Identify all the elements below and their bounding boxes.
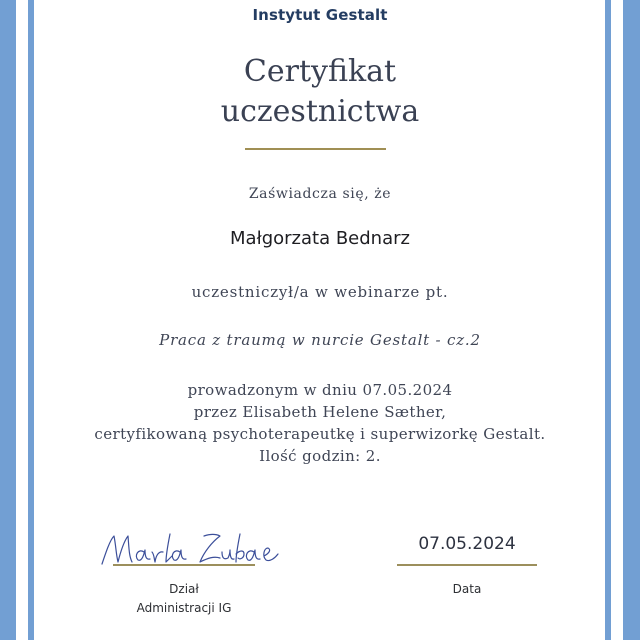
issue-date-value: 07.05.2024 (418, 534, 516, 554)
intro-text: Zaświadcza się, że (248, 186, 392, 202)
date-label: Data (452, 582, 482, 596)
signature-label-line-2: Administracji IG (136, 601, 232, 615)
handwritten-signature-icon (100, 522, 280, 570)
certificate-title (0, 52, 640, 132)
signature-label-line-1: Dział (169, 582, 199, 596)
details-hours-line: Ilość godzin: 2. (259, 447, 381, 465)
details-credentials-line: certyfikowaną psychoterapeutkę i superwizorkę Gestalt. (94, 425, 546, 443)
webinar-title: Praca z traumą w nurcie Gestalt - cz.2 (159, 331, 481, 349)
date-underline (397, 564, 537, 566)
details-presenter-line: przez Elisabeth Helene Sæther, (193, 403, 447, 421)
recipient-name: Małgorzata Bednarz (230, 228, 410, 249)
signature-label (84, 580, 284, 618)
title-line-2: uczestnictwa (220, 94, 420, 129)
participation-text: uczestniczył/a w webinarze pt. (191, 283, 449, 301)
title-line-1: Certyfikat (243, 54, 397, 89)
signature-underline (113, 564, 255, 566)
organization-name: Instytut Gestalt (252, 6, 388, 24)
title-divider (245, 148, 386, 150)
details-block (0, 379, 640, 467)
details-date-line: prowadzonym w dniu 07.05.2024 (187, 381, 453, 399)
